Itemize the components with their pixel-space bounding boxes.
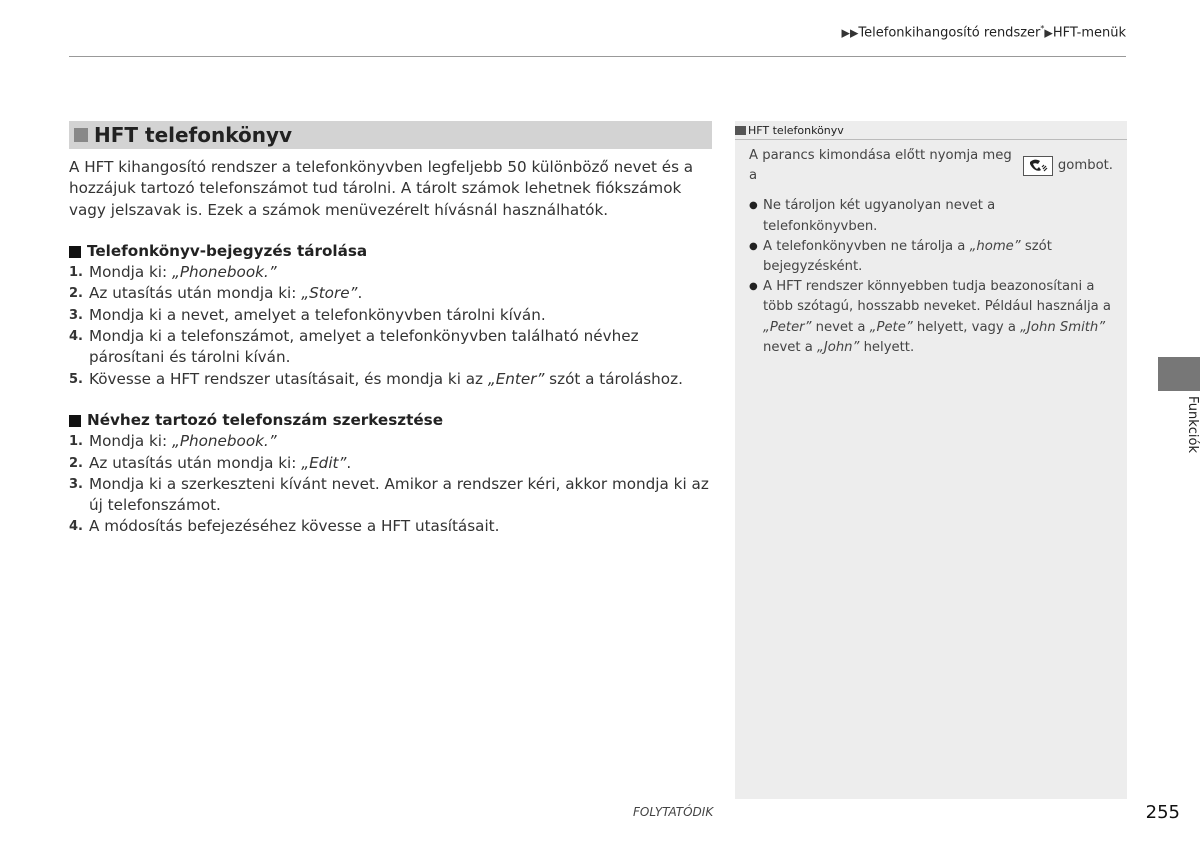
edit-heading [69, 410, 714, 431]
asterisk-mark: * [1040, 24, 1045, 33]
chapter-tab-label: Funkciók [1185, 396, 1200, 454]
step-command: „Phonebook.” [171, 432, 277, 451]
tip-command: „John” [817, 339, 860, 355]
step-text: Kövesse a HFT rendszer utasításait, és mondja ki az [89, 369, 488, 388]
list-item [69, 305, 714, 326]
tips-list [749, 196, 1113, 358]
arrow-right-icon: ▶▶ [841, 26, 859, 40]
step-number: 2. [69, 286, 83, 302]
step-number: 4. [69, 519, 83, 535]
section-heading [69, 121, 712, 149]
list-item [69, 326, 714, 369]
breadcrumb-part2: HFT-menük [1052, 25, 1126, 41]
step-number: 2. [69, 455, 83, 471]
step-command: „Edit” [301, 453, 347, 472]
store-heading-text: Telefonkönyv-bejegyzés tárolása [87, 241, 368, 260]
store-steps [69, 262, 714, 390]
tip-text: Ne tároljon két ugyanolyan nevet a telefonkönyvben. [763, 198, 996, 234]
tip-command: „John Smith” [1020, 319, 1106, 335]
step-number: 5. [69, 371, 83, 387]
step-text: A módosítás befejezéséhez kövesse a HFT utasításait. [89, 517, 500, 536]
step-text: Az utasítás után mondja ki: [89, 453, 302, 472]
tip-text: helyett, vagy a [912, 319, 1021, 335]
continue-label: FOLYTATÓDIK [633, 805, 714, 819]
side-intro-text: A parancs kimondása előtt nyomja meg a [749, 148, 1012, 184]
step-command: „Store” [301, 284, 358, 303]
talk-phone-icon [1023, 156, 1052, 176]
header-divider [69, 56, 1126, 57]
step-command: „Enter” [487, 369, 545, 388]
side-notes-title-text: HFT telefonkönyv [748, 123, 844, 137]
page-number: 255 [1145, 802, 1180, 823]
step-text: Az utasítás után mondja ki: [89, 284, 302, 303]
side-intro-text-end: gombot. [1057, 158, 1113, 174]
step-number: 1. [69, 434, 83, 450]
step-text: Mondja ki a telefonszámot, amelyet a telefonkönyvben található névhez párosítani és tárolni kíván. [89, 327, 639, 367]
list-item [749, 277, 1113, 358]
tip-text: helyett. [859, 339, 915, 355]
step-number: 1. [69, 265, 83, 281]
step-number: 4. [69, 329, 83, 345]
list-item [69, 283, 714, 304]
square-bullet-icon [69, 415, 81, 427]
step-command: „Phonebook.” [171, 263, 277, 282]
note-marker-icon [735, 126, 746, 135]
list-item [69, 369, 714, 390]
arrow-right-icon: ▶ [1044, 26, 1053, 40]
store-heading [69, 241, 714, 262]
edit-heading-text: Névhez tartozó telefonszám szerkesztése [87, 410, 444, 429]
tip-command: „Peter” [763, 319, 812, 335]
list-item [749, 196, 1113, 236]
side-notes-panel [735, 121, 1127, 799]
step-text: Mondja ki: [89, 432, 172, 451]
step-text: Mondja ki a szerkeszteni kívánt nevet. Amikor a rendszer kéri, akkor mondja ki az új telefonszámot. [89, 474, 709, 515]
tip-text: A telefonkönyvben ne tárolja a [763, 238, 970, 254]
tip-command: „Pete” [869, 319, 913, 335]
main-content [69, 157, 714, 538]
square-bullet-icon [69, 246, 81, 258]
step-number: 3. [69, 307, 83, 323]
breadcrumb-part1: Telefonkihangosító rendszer [858, 25, 1041, 41]
edit-steps [69, 431, 714, 537]
list-item [69, 516, 714, 537]
step-text: Mondja ki a nevet, amelyet a telefonkönyvben tárolni kíván. [89, 305, 546, 324]
step-number: 3. [69, 476, 83, 492]
step-text-end: . [357, 284, 363, 303]
square-bullet-icon [74, 128, 88, 142]
list-item [69, 474, 714, 517]
tip-text: szót bejegyzésként. [763, 238, 1052, 275]
side-notes-title [735, 121, 1127, 140]
list-item [69, 431, 714, 452]
list-item [749, 237, 1113, 277]
step-text-end: szót a tároláshoz. [544, 369, 683, 388]
tip-command: „home” [969, 238, 1021, 254]
section-title: HFT telefonkönyv [94, 123, 293, 147]
intro-paragraph: A HFT kihangosító rendszer a telefonkönyvben legfeljebb 50 különböző nevet és a hozzájuk tartozó telefonszámot tud tárolni. A tárolt számok lehetnek fiókszámok vagy jelszavak is. Ezek a számok menüvezérelt hívásnál használhatók. [69, 158, 694, 219]
tip-text: nevet a [811, 319, 870, 335]
list-item [69, 262, 714, 283]
breadcrumb [842, 24, 1127, 40]
side-intro [749, 146, 1113, 186]
tip-text: nevet a [763, 339, 818, 355]
tip-text: A HFT rendszer könnyebben tudja beazonosítani a több szótagú, hosszabb neveket. Például használja a [763, 279, 1112, 315]
step-text: Mondja ki: [89, 263, 172, 282]
step-text-end: . [346, 453, 352, 472]
chapter-tab [1158, 357, 1200, 391]
list-item [69, 453, 714, 474]
